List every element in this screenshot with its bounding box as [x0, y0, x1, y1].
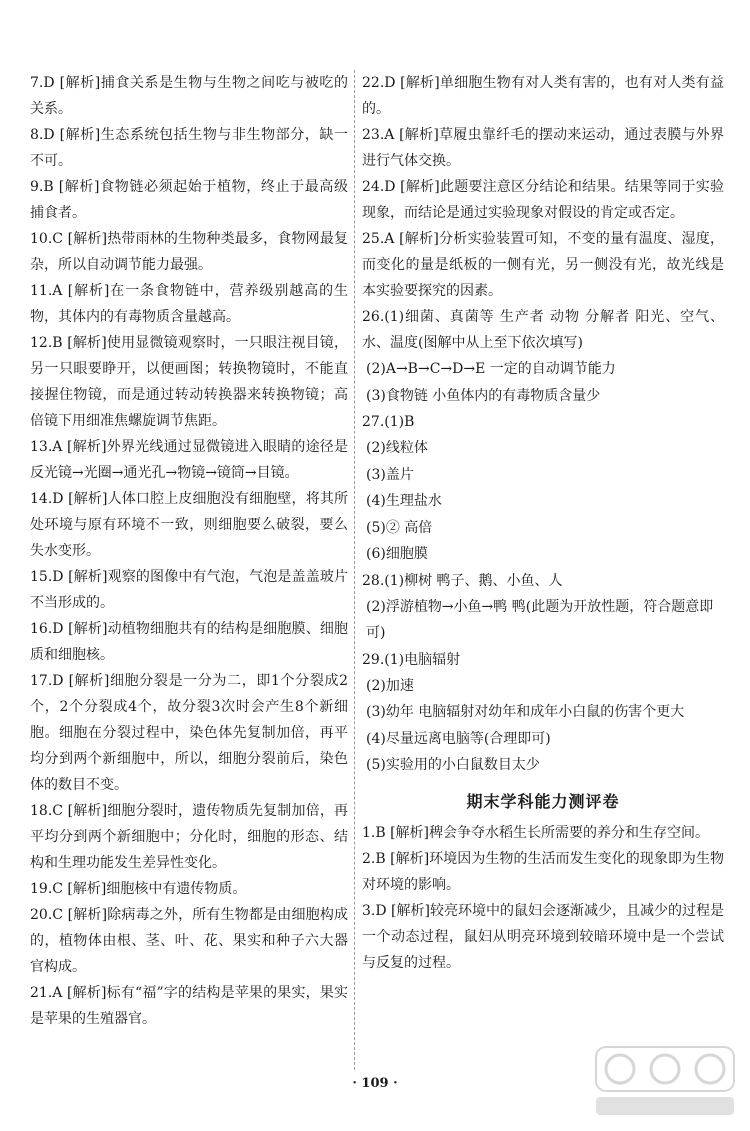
- answer-item-14: 14.D [解析]人体口腔上皮细胞没有细胞壁，将其所处环境与原有环境不一致，则细胞要么破裂，要么失水变形。: [30, 491, 348, 559]
- right-column: [362, 70, 724, 976]
- answer-item-20: 20.C [解析]除病毒之外，所有生物都是由细胞构成的，植物体由根、茎、叶、花、果实和种子六大器官构成。: [30, 907, 348, 975]
- answer-item-19: 19.C [解析]细胞核中有遗传物质。: [30, 881, 247, 897]
- answer-item-final-1: 1.B [解析]稗会争夺水稻生长所需要的养分和生存空间。: [362, 824, 710, 841]
- answer-item-24: 24.D [解析]此题要注意区分结论和结果。结果等同于实验现象，而结论是通过实验现象对假设的肯定或否定。: [362, 179, 724, 221]
- answer-item-25: 25.A [解析]分析实验装置可知，不变的量有温度、湿度，而变化的量是纸板的一侧有光，另一侧没有光，故光线是本实验要探究的因素。: [362, 231, 724, 299]
- answer-item-28-part-1: 28.(1)柳树 鸭子、鹅、小鱼、人: [362, 572, 563, 589]
- answer-item-27-part-6: (6)细胞膜: [366, 546, 428, 562]
- answer-item-16: 16.D [解析]动植物细胞共有的结构是细胞膜、细胞质和细胞核。: [30, 621, 348, 663]
- answer-item-29-part-1: 29.(1)电脑辐射: [362, 651, 461, 668]
- section-title: 期末学科能力测评卷: [466, 791, 620, 811]
- answer-item-29-part-5: (5)实验用的小白鼠数目太少: [366, 757, 540, 773]
- answer-item-final-2: 2.B [解析]环境因为生物的生活而发生变化的现象即为生物对环境的影响。: [362, 850, 724, 893]
- answer-item-15: 15.D [解析]观察的图像中有气泡，气泡是盖盖玻片不当形成的。: [30, 569, 348, 611]
- answer-item-final-3: 3.D [解析]较亮环境中的鼠妇会逐渐减少，且减少的过程是一个动态过程，鼠妇从明亮环境到较暗环境中是一个尝试与反复的过程。: [362, 902, 724, 971]
- answer-item-26-part-2: (2)A→B→C→D→E 一定的自动调节能力: [366, 361, 616, 377]
- answer-item-27-part-5: (5)② 高倍: [366, 519, 433, 536]
- column-divider: [354, 70, 355, 1070]
- answer-item-28-part-2: (2)浮游植物→小鱼→鸭 鸭(此题为开放性题，符合题意即可): [366, 598, 714, 641]
- answer-item-27-part-3: (3)盖片: [366, 466, 414, 483]
- page-number: · 109 ·: [352, 1076, 398, 1091]
- watermark-logo-icon: [590, 1043, 740, 1121]
- answer-item-7: 7.D [解析]捕食关系是生物与生物之间吃与被吃的关系。: [30, 75, 348, 117]
- answer-item-29-part-4: (4)尽量远离电脑等(合理即可): [366, 730, 551, 747]
- answer-item-21: 21.A [解析]标有“福”字的结构是苹果的果实，果实是苹果的生殖器官。: [30, 985, 348, 1027]
- answer-item-12: 12.B [解析]使用显微镜观察时，一只眼注视目镜，另一只眼要睁开，以便画图；转换物镜时，不能直接握住物镜，而是通过转动转换器来转换物镜；高倍镜下用细准焦螺旋调节焦距。: [30, 335, 348, 429]
- answer-item-17: 17.D [解析]细胞分裂是一分为二，即1个分裂成2个，2个分裂成4个，故分裂3次时会产生8个新细胞。细胞在分裂过程中，染色体先复制加倍，再平均分到两个新细胞中，所以，细胞分裂前后，染色体的数目不变。: [30, 673, 348, 793]
- answer-item-9: 9.B [解析]食物链必须起始于植物，终止于最高级捕食者。: [30, 179, 348, 221]
- answer-item-27-part-1: 27.(1)B: [362, 414, 415, 430]
- answer-item-26-part-1: 26.(1)细菌、真菌等 生产者 动物 分解者 阳光、空气、水、温度(图解中从上至下依次填写): [362, 309, 724, 351]
- answer-item-23: 23.A [解析]草履虫靠纤毛的摆动来运动，通过表膜与外界进行气体交换。: [362, 127, 724, 169]
- answer-item-13: 13.A [解析]外界光线通过显微镜进入眼睛的途径是反光镜→光圈→通光孔→物镜→镜筒→目镜。: [30, 439, 348, 481]
- answer-item-27-part-4: (4)生理盐水: [366, 493, 442, 509]
- answer-item-18: 18.C [解析]细胞分裂时，遗传物质先复制加倍，再平均分到两个新细胞中；分化时，细胞的形态、结构和生理功能发生差异性变化。: [30, 803, 348, 871]
- answer-item-27-part-2: (2)线粒体: [366, 440, 428, 456]
- answer-item-10: 10.C [解析]热带雨林的生物种类最多，食物网最复杂，所以自动调节能力最强。: [30, 231, 348, 273]
- answer-item-8: 8.D [解析]生态系统包括生物与非生物部分，缺一不可。: [30, 127, 348, 169]
- answer-item-29-part-3: (3)幼年 电脑辐射对幼年和成年小白鼠的伤害个更大: [366, 704, 685, 720]
- answer-item-11: 11.A [解析]在一条食物链中，营养级别越高的生物，其体内的有毒物质含量越高。: [30, 283, 348, 325]
- answer-item-22: 22.D [解析]单细胞生物有对人类有害的，也有对人类有益的。: [362, 75, 724, 117]
- left-column: [30, 70, 348, 1032]
- answer-item-26-part-3: (3)食物链 小鱼体内的有毒物质含量少: [366, 387, 601, 404]
- answer-item-29-part-2: (2)加速: [366, 677, 414, 694]
